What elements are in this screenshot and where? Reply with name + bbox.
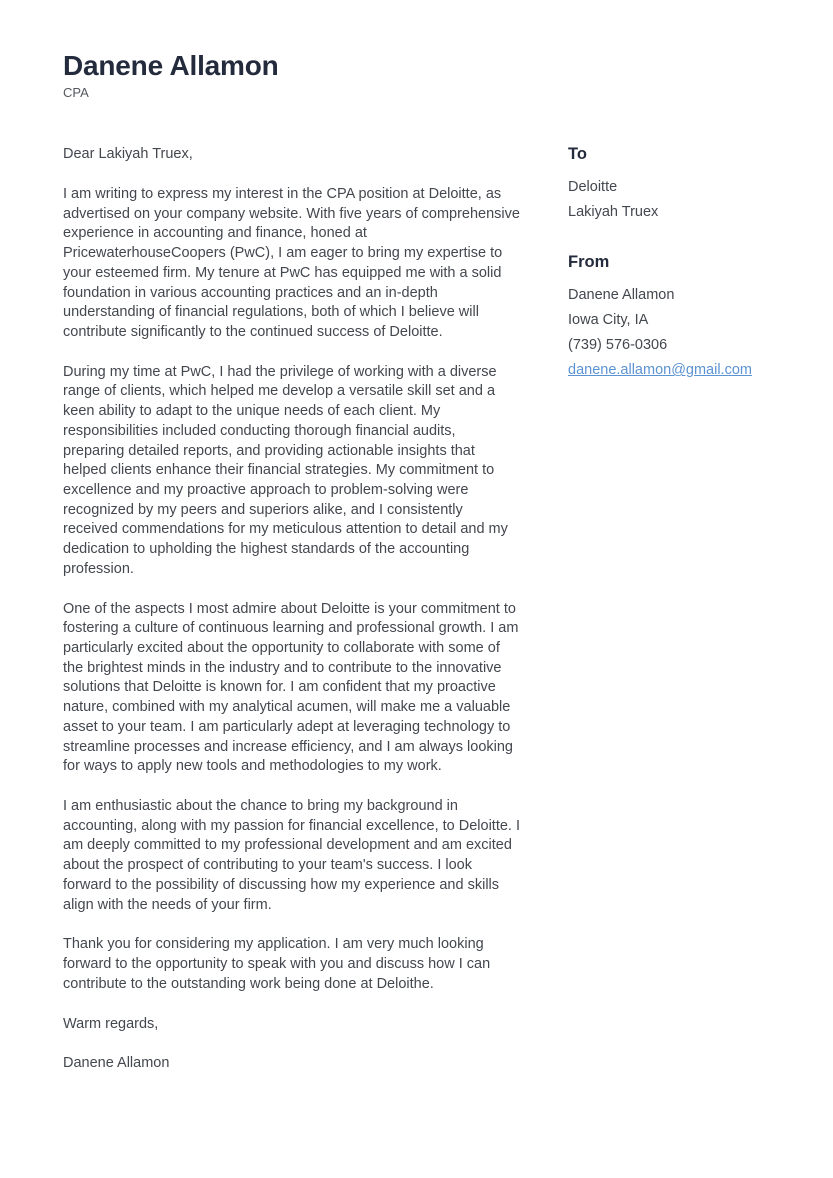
salutation: Dear Lakiyah Truex,: [63, 146, 193, 163]
candidate-title: CPA: [63, 85, 89, 101]
to-company: Deloitte: [568, 179, 618, 196]
contact-sidebar: [568, 145, 773, 383]
candidate-name: Danene Allamon: [63, 50, 279, 81]
email-link[interactable]: danene.allamon@gmail.com: [568, 362, 752, 379]
letter-paragraph-experience: During my time at PwC, I had the privilege of working with a diverse range of clients, which helped me develop a versatile skill set and a keen ability to adapt to the unique needs of each client. My responsibilities included conducting thorough financial audits, preparing detailed reports, and providing actionable insights that helped clients enhance their financial strategies. My commitment to excellence and my proactive approach to problem-solving were recognized by my peers and superiors alike, and I consistently received commendations for my meticulous attention to detail and my dedication to upholding the highest standards of the accounting profession.: [63, 363, 508, 577]
letter-header: [0, 0, 833, 100]
letter-paragraph-admiration: One of the aspects I most admire about Deloitte is your commitment to fostering a culture of continuous learning and professional growth. I am particularly excited about the opportunity to collaborate with some of the brightest minds in the industry and to contribute to the innovative solutions that Deloitte is known for. I am confident that my proactive nature, combined with my analytical acumen, will make me a valuable asset to your team. I am particularly adept at leveraging technology to streamline processes and increase efficiency, and I am always looking for ways to apply new tools and methodologies to my work.: [63, 600, 519, 775]
letter-paragraph-thanks: Thank you for considering my application. I am very much looking forward to the opportunity to speak with you and discuss how I can contribute to the outstanding work being done at Deloithe.: [63, 936, 491, 992]
letter-columns: [0, 145, 833, 1074]
letter-body: [63, 145, 520, 1074]
signature-name: Danene Allamon: [63, 1055, 170, 1072]
from-heading: From: [568, 253, 610, 272]
letter-paragraph-enthusiasm: I am enthusiastic about the chance to bring my background in accounting, along with my passion for financial excellence, to Deloitte. I am deeply committed to my professional development and am excited about the prospect of contributing to your team's success. I look forward to the possibility of discussing how my experience and skills align with the needs of your firm.: [63, 798, 520, 913]
letter-paragraph-intro: I am writing to express my interest in the CPA position at Deloitte, as advertised on your company website. With five years of comprehensive experience in accounting and finance, honed at PricewaterhouseCoopers (PwC), I am eager to bring my expertise to your esteemed firm. My tenure at PwC has equipped me with a solid foundation in various accounting practices and an in-depth understanding of financial regulations, both of which I believe will contribute significantly to the continued success of Deloitte.: [63, 185, 520, 340]
closing-line: Warm regards,: [63, 1015, 159, 1032]
to-heading: To: [568, 145, 587, 164]
to-recipient: Lakiyah Truex: [568, 204, 659, 221]
from-name: Danene Allamon: [568, 287, 675, 304]
from-phone: (739) 576-0306: [568, 337, 668, 354]
from-location: Iowa City, IA: [568, 312, 649, 329]
